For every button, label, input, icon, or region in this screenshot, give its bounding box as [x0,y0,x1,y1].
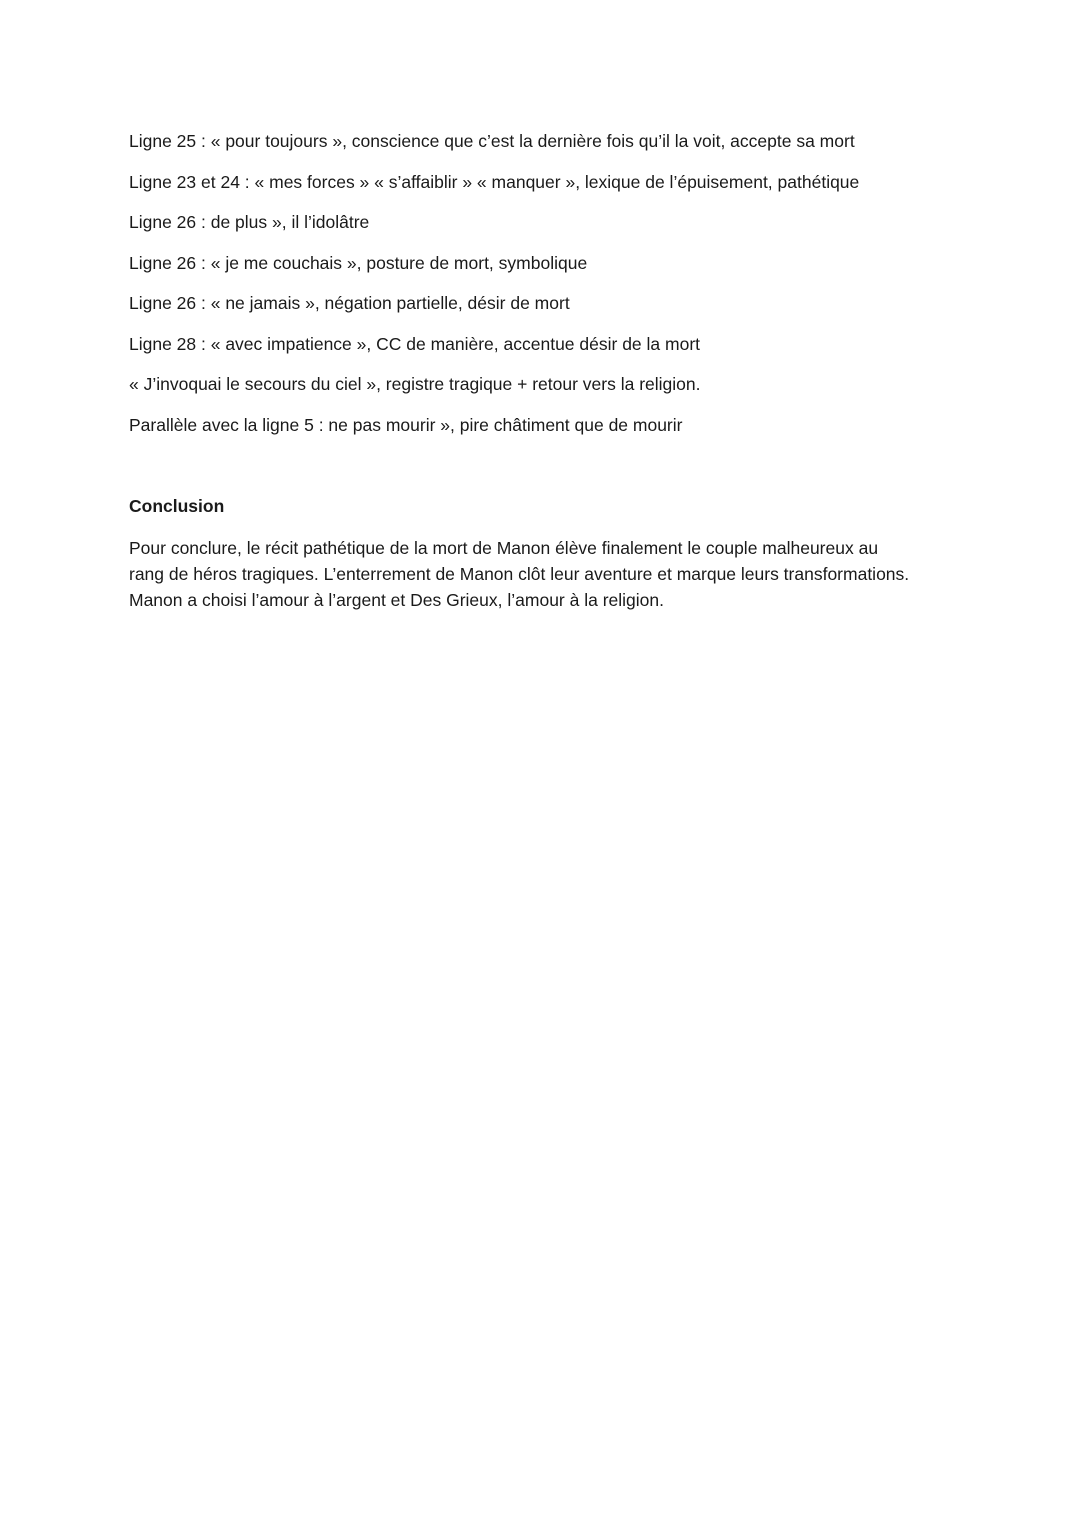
note-line: « J’invoquai le secours du ciel », registre tragique + retour vers la religion. [129,374,701,394]
note-line: Parallèle avec la ligne 5 : ne pas mourir », pire châtiment que de mourir [129,414,683,435]
note-line: Ligne 23 et 24 : « mes forces » « s’affaiblir » « manquer », lexique de l’épuisement, pathétique [129,171,860,192]
conclusion-line: rang de héros tragiques. L’enterrement de Manon clôt leur aventure et marque leurs transformations. [129,564,910,584]
analysis-notes-list [129,129,969,453]
note-line: Ligne 26 : « je me couchais », posture de mort, symbolique [129,252,588,273]
note-line: Ligne 26 : « ne jamais », négation partielle, désir de mort [129,293,570,313]
note-line: Ligne 25 : « pour toujours », conscience que c’est la dernière fois qu’il la voit, accepte sa mort [129,131,855,151]
conclusion-paragraph [129,535,969,613]
conclusion-line: Manon a choisi l’amour à l’argent et Des Grieux, l’amour à la religion. [129,590,664,610]
conclusion-heading: Conclusion [129,496,225,516]
conclusion-line: Pour conclure, le récit pathétique de la mort de Manon élève finalement le couple malheureux au [129,538,879,558]
note-line: Ligne 26 : de plus », il l’idolâtre [129,212,370,232]
conclusion-section [129,494,969,613]
note-line: Ligne 28 : « avec impatience », CC de manière, accentue désir de la mort [129,333,701,354]
